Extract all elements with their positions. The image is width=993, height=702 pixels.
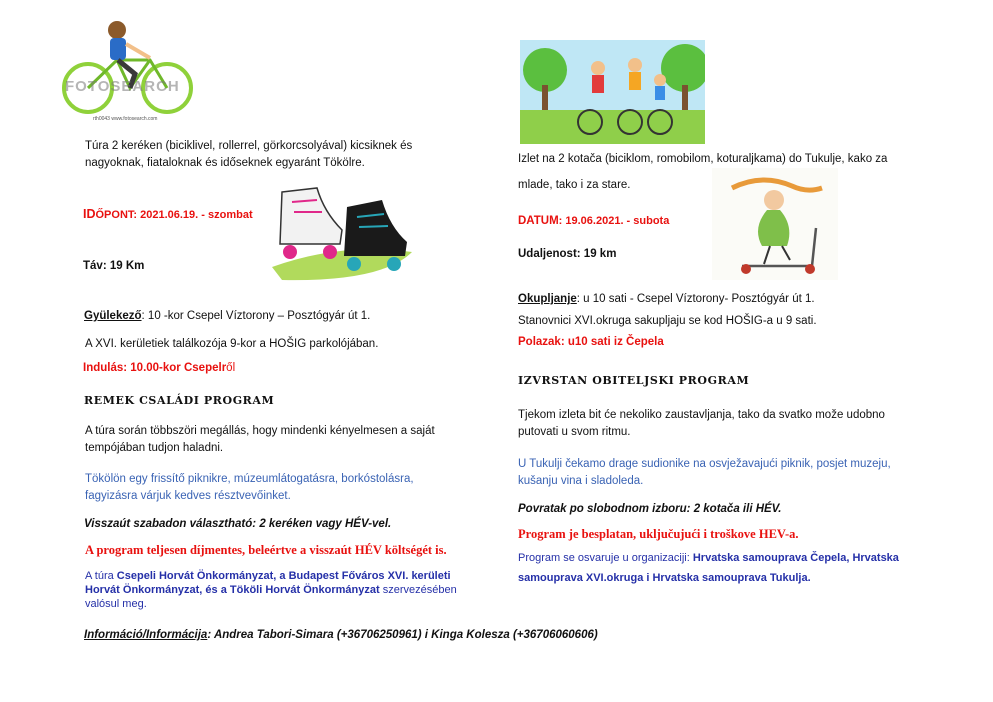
right-date-text: : 19.06.2021. - subota [558, 215, 670, 227]
footer-contact [84, 629, 598, 641]
left-free-text: A program teljesen díjmentes, beleértve a visszaút HÉV költségét is. [85, 543, 447, 557]
right-program-text: Tjekom izleta bit će nekoliko zaustavljanja, tako da svatko može udobno putovati u svom ritmu. [518, 409, 885, 438]
left-date-prefix: ID [83, 207, 96, 221]
left-departure-label: Indulás: 10.00-kor Csepelr [83, 362, 227, 374]
right-intro: Izlet na 2 kotača (biciklom, romobilom, koturaljkama) do Tukulje, kako za mlade, tako i za stare. [518, 153, 888, 191]
left-gathering [84, 308, 370, 325]
right-picnic-text: U Tukulji čekamo drage sudionike na osvježavajući piknik, posjet muzeju, kušanju vina i sladoleda. [518, 458, 891, 487]
left-program-heading: REMEK CSALÁDI PROGRAM [84, 394, 275, 407]
right-date [518, 215, 669, 227]
logo-watermark: FOTOSEARCH [65, 78, 180, 95]
cyclist-logo-image [55, 8, 195, 128]
right-gathering-label: Okupljanje [518, 293, 577, 305]
right-gathering-text: : u 10 sati - Csepel Víztorony- Posztógyár út 1. [576, 293, 815, 305]
right-return-text: Povratak po slobodnom izboru: 2 kotača ili HÉV. [518, 503, 782, 515]
right-program-heading: IZVRSTAN OBITELJSKI PROGRAM [518, 374, 750, 387]
left-departure [83, 362, 235, 374]
right-distance: Udaljenost: 19 km [518, 248, 617, 260]
right-district-meet: Stanovnici XVI.okruga sakupljaju se kod HOŠIG-a u 9 sati. [518, 315, 817, 327]
left-date-rest: ŐPONT: 2021.06.19. - szombat [95, 209, 253, 221]
left-return-text: Visszaút szabadon választható: 2 keréken vagy HÉV-vel. [84, 518, 392, 530]
right-gathering [518, 291, 815, 308]
left-org-bold: Csepeli Horvát Önkormányzat, a Budapest Főváros XVI. kerületi Horvát Önkormányzat, és a Tököli Horvát Önkormányzat [85, 570, 451, 596]
right-free-text: Program je besplatan, uključujući i troškove HEV-a. [518, 527, 799, 541]
left-org-prefix: A túra [85, 570, 117, 582]
left-organizers [85, 569, 485, 611]
logo-caption: rth0043 www.fotosearch.com [93, 116, 158, 122]
left-departure-suffix: ől [226, 362, 236, 374]
footer-text: : Andrea Tabori-Simara (+36706250961) i Kinga Kolesza (+36706060606) [207, 629, 598, 641]
left-picnic-text: Tökölön egy frissítő piknikre, múzeumlátogatásra, borkóstolásra, fagyizásra várjuk kedves résztvevőinket. [85, 473, 414, 502]
right-date-label: DATUM [518, 215, 559, 227]
left-distance: Táv: 19 Km [83, 260, 145, 272]
family-cycling-image [520, 40, 705, 144]
right-org-bold: Hrvatska samouprava Čepela, Hrvatska samouprava XVI.okruga i Hrvatska samouprava Tukulja. [518, 552, 899, 584]
left-org-suffix: szervezésében valósul meg. [85, 584, 457, 610]
right-departure: Polazak: u10 sati iz Čepela [518, 336, 664, 348]
left-date [83, 207, 253, 221]
left-intro: Túra 2 keréken (biciklivel, rollerrel, görkorcsolyával) kicsiknek és nagyoknak, fiataloknak és időseknek egyaránt Tökölre. [85, 140, 413, 169]
roller-skates-image [262, 182, 422, 292]
left-district-meet: A XVI. kerületiek találkozója 9-kor a HOŠIG parkolójában. [85, 338, 379, 350]
left-gathering-text: : 10 -kor Csepel Víztorony – Posztógyár út 1. [141, 310, 371, 322]
right-organizers [518, 548, 918, 588]
left-program-text: A túra során többszöri megállás, hogy mindenki kényelmesen a saját tempójában tudjon haladni. [85, 425, 435, 454]
left-gathering-label: Gyülekező [84, 310, 142, 322]
footer-label: Információ/Informácija [84, 629, 208, 641]
right-org-prefix: Program se osvaruje u organizaciji: [518, 552, 693, 564]
